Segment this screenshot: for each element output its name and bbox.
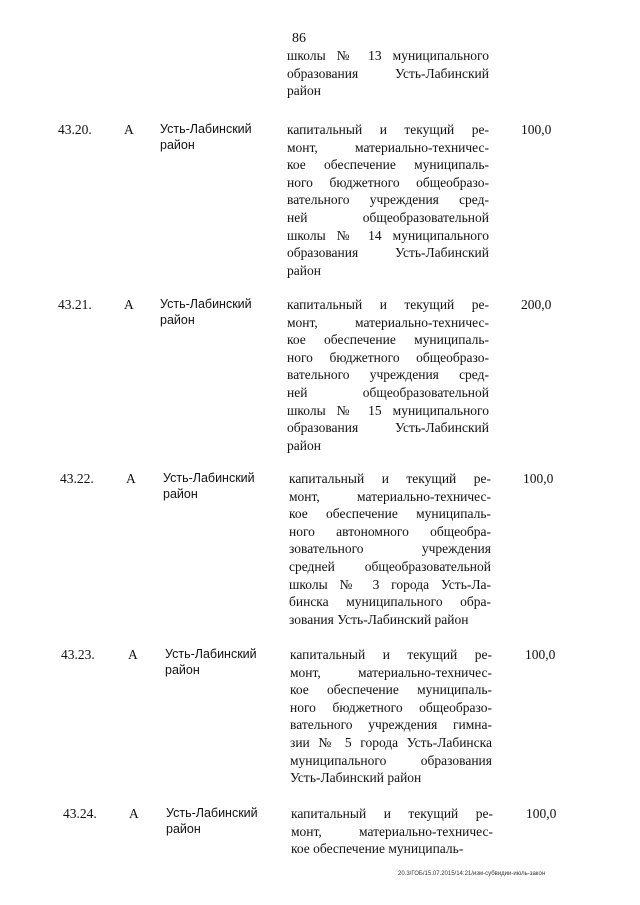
district-line: район [160, 313, 195, 327]
description-line: школы № 15 муниципального [287, 402, 489, 418]
continuation-line: образования Усть-Лабинский [287, 65, 489, 81]
description-line: район [287, 437, 321, 453]
district-line: Усть-Лабинский [166, 806, 258, 820]
district-line: Усть-Лабинский [163, 471, 255, 485]
district-line: район [163, 487, 198, 501]
description-line: зии № 5 города Усть-Лабинска [290, 734, 492, 750]
description-line: зования Усть-Лабинский район [289, 611, 469, 627]
district-line: район [165, 663, 200, 677]
description-line: монт, материально-техничес- [290, 664, 492, 680]
row-description [289, 470, 491, 628]
description-line: ней общеобразовательной [287, 209, 489, 225]
row-district [160, 121, 280, 153]
row-amount: 100,0 [523, 471, 554, 486]
row-district [160, 296, 280, 328]
description-line: муниципального образования [290, 752, 492, 768]
district-line: район [166, 822, 201, 836]
description-line: кое обеспечение муниципаль- [291, 841, 464, 857]
row-number: 43.20. [58, 122, 92, 137]
description-line: кое обеспечение муниципаль- [290, 682, 492, 698]
description-line: образования Усть-Лабинский [287, 245, 489, 261]
description-line: образования Усть-Лабинский [287, 420, 489, 436]
row-category: А [124, 122, 134, 137]
footer-file-stamp: 20.3/ГОБ/15.07.2015/14:21/изм-субвидии-июль-закон [398, 871, 546, 877]
row-category: А [126, 471, 136, 486]
row-number: 43.21. [58, 297, 92, 312]
continuation-line: школы № 13 муниципального [287, 48, 489, 63]
description-line: кое обеспечение муниципаль- [287, 332, 489, 348]
row-category: А [129, 806, 139, 821]
district-line: Усть-Лабинский [165, 647, 257, 661]
page-number: 86 [292, 31, 306, 46]
row-district [163, 470, 283, 502]
description-line: вательного учреждения гимна- [290, 717, 492, 733]
description-line: район [287, 262, 321, 278]
description-line: монт, материально-техничес- [287, 314, 489, 330]
row-amount: 100,0 [525, 647, 556, 662]
row-description [287, 296, 489, 454]
continuation-line: район [287, 83, 321, 99]
description-line: капитальный и текущий ре- [290, 647, 492, 662]
description-line: ного бюджетного общеобразо- [287, 174, 489, 190]
description-line: монт, материально-техничес- [289, 488, 491, 504]
row-district [166, 805, 286, 837]
row-number: 43.24. [63, 806, 97, 821]
description-line: вательного учреждения сред- [287, 367, 489, 383]
row-category: А [124, 297, 134, 312]
row-description [287, 121, 489, 279]
description-line: кое обеспечение муниципаль- [289, 506, 491, 522]
district-line: Усть-Лабинский [160, 297, 252, 311]
description-line: капитальный и текущий ре- [291, 806, 493, 821]
district-line: район [160, 138, 195, 152]
row-amount: 100,0 [521, 122, 552, 137]
description-line: монт, материально-техничес- [291, 823, 493, 839]
row-amount: 200,0 [521, 297, 552, 312]
description-line: вательного учреждения сред- [287, 192, 489, 208]
continuation-text [287, 47, 489, 100]
row-category: А [128, 647, 138, 662]
description-line: капитальный и текущий ре- [289, 471, 491, 486]
district-line: Усть-Лабинский [160, 122, 252, 136]
description-line: ного бюджетного общеобразо- [287, 349, 489, 365]
description-line: капитальный и текущий ре- [287, 122, 489, 137]
description-line: школы № 3 города Усть-Ла- [289, 576, 491, 592]
row-number: 43.23. [61, 647, 95, 662]
description-line: капитальный и текущий ре- [287, 297, 489, 312]
description-line: зовательного учреждения [289, 541, 491, 557]
description-line: школы № 14 муниципального [287, 227, 489, 243]
description-line: ней общеобразовательной [287, 384, 489, 400]
description-line: монт, материально-техничес- [287, 139, 489, 155]
description-line: ного автономного общеобра- [289, 523, 491, 539]
row-amount: 100,0 [526, 806, 557, 821]
description-line: Усть-Лабинский район [290, 770, 422, 786]
description-line: бинска муниципального обра- [289, 594, 491, 610]
row-number: 43.22. [60, 471, 94, 486]
row-description [290, 646, 492, 787]
description-line: средней общеобразовательной [289, 558, 491, 574]
description-line: кое обеспечение муниципаль- [287, 157, 489, 173]
row-district [165, 646, 285, 678]
description-line: ного бюджетного общеобразо- [290, 699, 492, 715]
row-description [291, 805, 493, 858]
